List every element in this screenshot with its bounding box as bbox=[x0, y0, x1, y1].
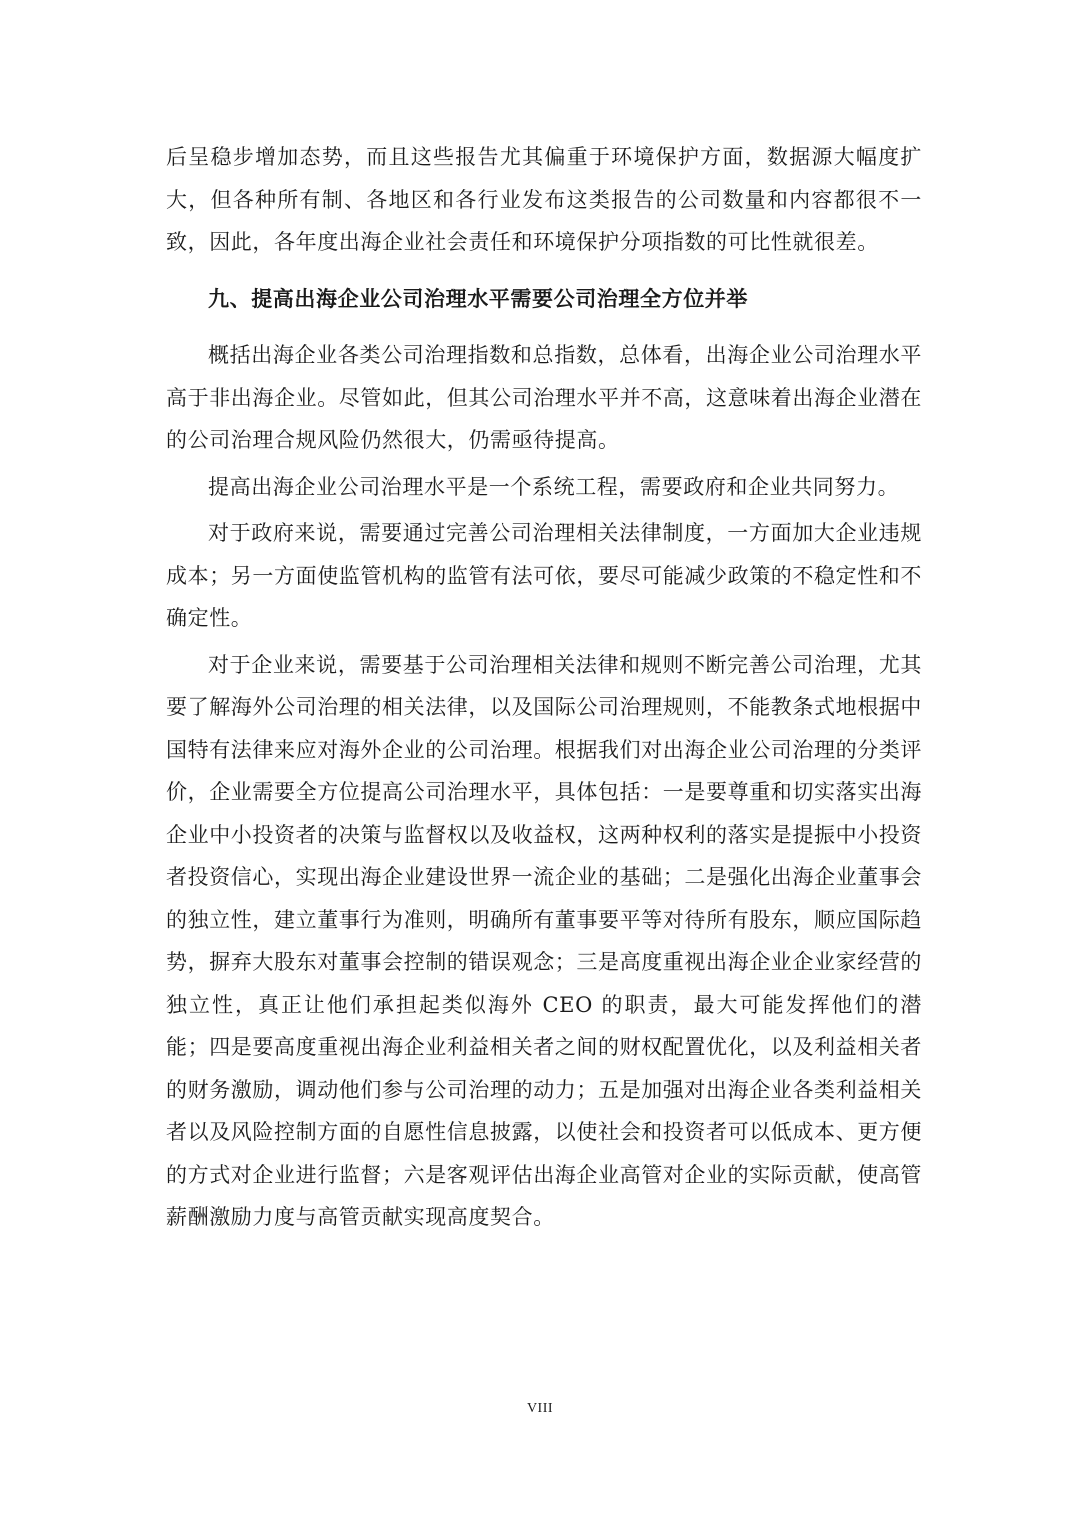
section-heading: 九、提高出海企业公司治理水平需要公司治理全方位并举 bbox=[208, 285, 748, 311]
body-paragraph: 概括出海企业各类公司治理指数和总指数，总体看，出海企业公司治理水平高于非出海企业。尽管如此，但其公司治理水平并不高，这意味着出海企业潜在的公司治理合规风险仍然很大，仍需亟待提高。 bbox=[166, 343, 922, 452]
page-number: VIII bbox=[526, 1401, 554, 1416]
page-body bbox=[166, 136, 922, 1239]
body-paragraph: 对于企业来说，需要基于公司治理相关法律和规则不断完善公司治理，尤其要了解海外公司治理的相关法律，以及国际公司治理规则，不能教条式地根据中国特有法律来应对海外企业的公司治理。根据我们对出海企业公司治理的分类评价，企业需要全方位提高公司治理水平，具体包括：一是要尊重和切实落实出海企业中小投资者的决策与监督权以及收益权，这两种权利的落实是提振中小投资者投资信心，实现出海企业建设世界一流企业的基础；二是强化出海企业董事会的独立性，建立董事行为准则，明确所有董事要平等对待所有股东，顺应国际趋势，摒弃大股东对董事会控制的错误观念；三是高度重视出海企业企业家经营的独立性，真正让他们承担起类似海外 CEO 的职责，最大可能发挥他们的潜能；四是要高度重视出海企业利益相关者之间的财权配置优化，以及利益相关者的财务激励，调动他们参与公司治理的动力；五是加强对出海企业各类利益相关者以及风险控制方面的自愿性信息披露，以使社会和投资者可以低成本、更方便的方式对企业进行监督；六是客观评估出海企业高管对企业的实际贡献，使高管薪酬激励力度与高管贡献实现高度契合。 bbox=[166, 652, 922, 1229]
intro-paragraph: 后呈稳步增加态势，而且这些报告尤其偏重于环境保护方面，数据源大幅度扩大，但各种所有制、各地区和各行业发布这类报告的公司数量和内容都很不一致，因此，各年度出海企业社会责任和环境保护分项指数的可比性就很差。 bbox=[166, 145, 922, 254]
body-paragraph: 提高出海企业公司治理水平是一个系统工程，需要政府和企业共同努力。 bbox=[208, 474, 900, 499]
body-paragraph: 对于政府来说，需要通过完善公司治理相关法律制度，一方面加大企业违规成本；另一方面使监管机构的监管有法可依，要尽可能减少政策的不稳定性和不确定性。 bbox=[166, 521, 922, 630]
